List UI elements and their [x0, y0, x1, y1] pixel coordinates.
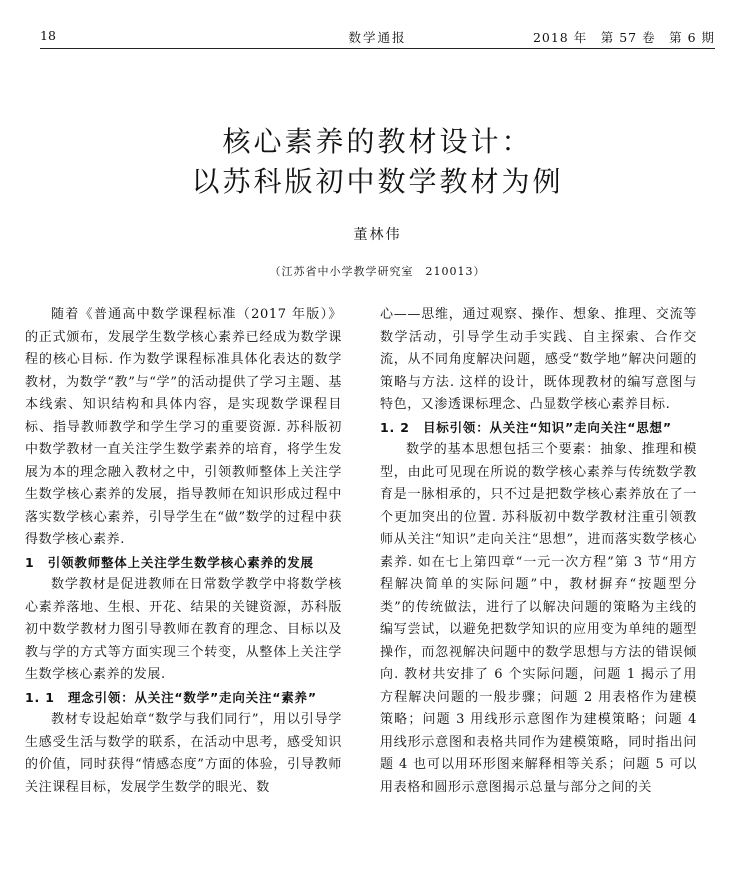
section-1-heading: 1 引领教师整体上关注学生数学核心素养的发展 [25, 554, 314, 570]
page-number: 18 [40, 28, 56, 43]
journal-name: 数学通报 [348, 30, 407, 45]
right-column [380, 304, 697, 864]
section-1-2-heading: 1. 2 目标引领：从关注“知识”走向关注“思想” [380, 419, 672, 435]
section-1-2-paragraph: 数学的基本思想包括三个要素：抽象、推理和模型，由此可见现在所说的数学核心素养与传统数学教育是一脉相承的，只不过是把数学核心素养放在了一个更加突出的位置. 苏科版初中数学教材注重引领教师从关注“知识”走向关注“思想”，进而落实数学核心素养. 如在七上第四章“一元一次方程”第 3 节“用方程解决简单的实际问题”中，教材摒弃“按题型分类”的传统做法，进行了以解决问题的策略为主线的编写尝试，以避免把数学知识的应用变为单纯的题型操作，而忽视解决问题中的数学思想与方法的错误倾向. 教材共安排了 6 个实际问题，问题 1 揭示了用方程解决问题的一般步骤；问题 2 用表格作为建模策略；问题 3 用线形示意图作为建模策略；问题 4 用线形示意图和表格共同作为建模策略，同时指出问题 4 也可以用环形图来解释相等关系；问题 5 可以用表格和圆形示意图揭示总量与部分之间的关 [380, 442, 697, 795]
author-affiliation: （江苏省中小学教学研究室 210013） [269, 265, 486, 278]
section-1-paragraph: 数学教材是促进教师在日常数学教学中将数学核心素养落地、生根、开花、结果的关键资源，苏科版初中数学教材力图引导教师在教育的理念、目标以及教与学的方式等方面实现三个转变，从整体上关注学生数学核心素养的发展. [25, 577, 342, 682]
section-1-1-heading: 1. 1 理念引领：从关注“数学”走向关注“素养” [25, 689, 317, 705]
continued-paragraph: 心——思维，通过观察、操作、想象、推理、交流等数学活动，引导学生动手实践、自主探索、合作交流，从不同角度解决问题，感受“数学地”解决问题的策略与方法. 这样的设计，既体现教材的编写意图与特色，又渗透课标理念、凸显数学核心素养目标. [380, 307, 697, 412]
author-name: 董林伟 [353, 227, 402, 243]
running-header [40, 28, 715, 49]
intro-paragraph: 随着《普通高中数学课程标准（2017 年版）》的正式颁布，发展学生数学核心素养已经成为数学课程的核心目标. 作为数学课程标准具体化表达的数学教材，为数学“教”与“学”的活动提供了学习主题、基本线索、知识结构和具体内容，是实现数学课程目标、指导教师教学和学生学习的重要资源. 苏科版初中数学教材一直关注学生数学素养的培育，将学生发展为本的理念融入教材之中，引领教师整体上关注学生数学核心素养的发展，指导教师在知识形成过程中落实数学核心素养，引导学生在“做”数学的过程中获得数学核心素养. [25, 307, 342, 547]
left-column [25, 304, 342, 864]
article-title-line-2: 以苏科版初中数学教材为例 [191, 165, 564, 198]
issue-info: 2018 年 第 57 卷 第 6 期 [532, 30, 715, 45]
article-title-line-1: 核心素养的教材设计： [222, 125, 533, 158]
section-1-1-paragraph: 教材专设起始章“数学与我们同行”，用以引导学生感受生活与数学的联系，在活动中思考，感受知识的价值，同时获得“情感态度”方面的体验，引导教师关注课程目标，发展学生数学的眼光、数 [25, 712, 342, 795]
